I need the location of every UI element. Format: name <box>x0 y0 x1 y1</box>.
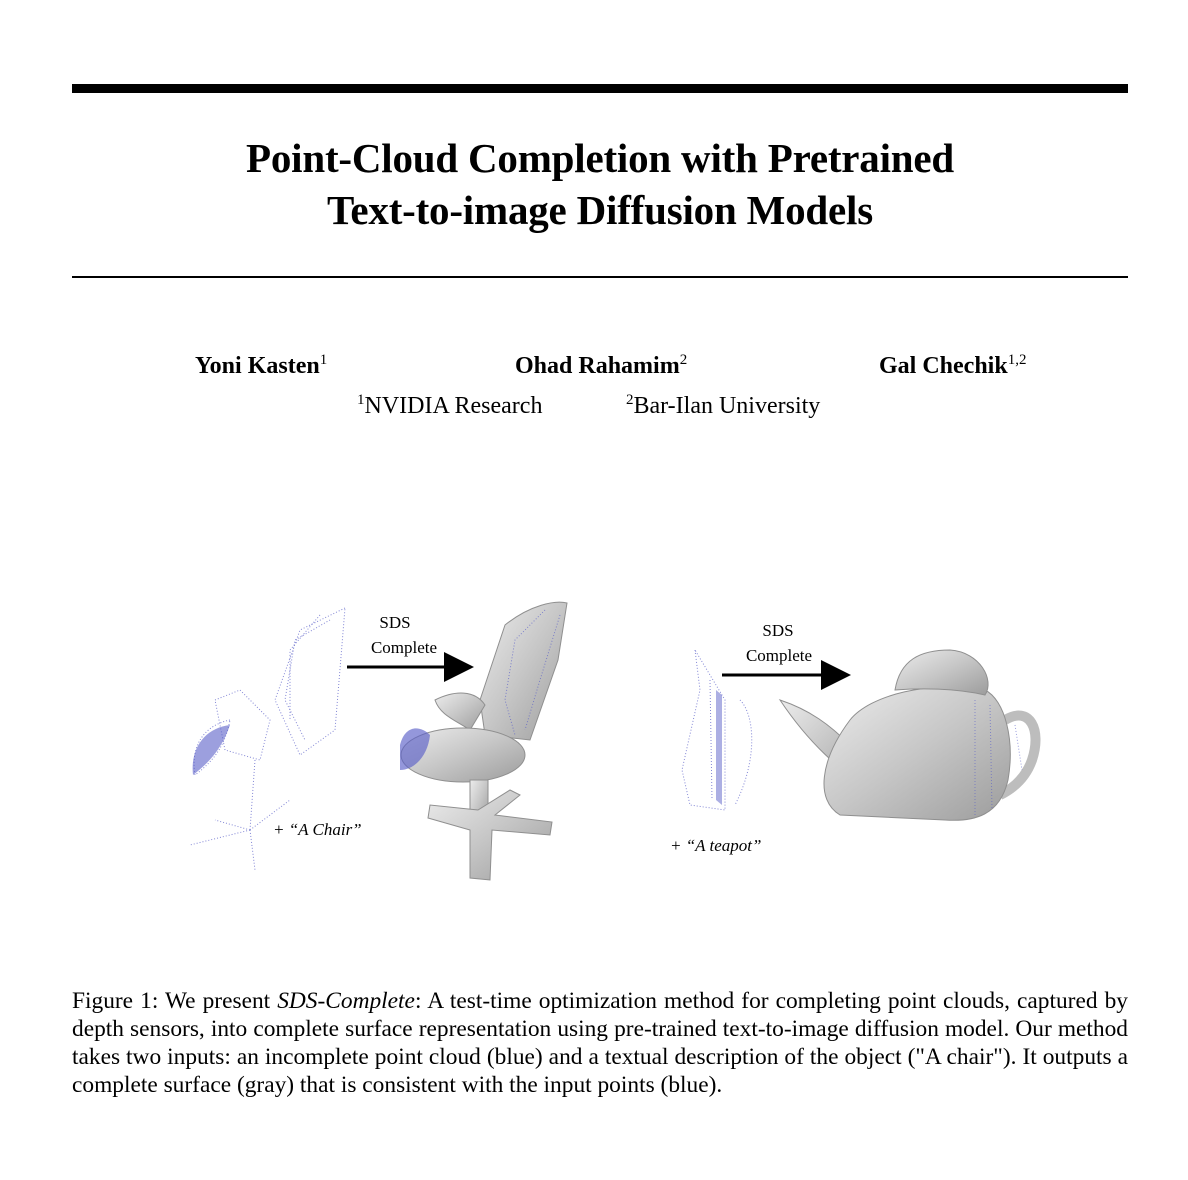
teapot-input-edge <box>716 690 722 805</box>
caption-text: : A test-time optimization method for completing point clouds, captured by depth sensors, into complete surface representation using pre-trained text-to-image diffusion model. Our method takes two inputs: an incomplete point cloud (blue) and a textual description of the object ("A chair"). It outputs a complete surface (gray) that is consistent with the input points (blue). <box>72 988 1128 1098</box>
author-2: Ohad Rahamim$^2$ <box>515 352 688 379</box>
right-arrow-label-1: SDS <box>762 621 794 640</box>
author-1: Yoni Kasten$^1$ <box>195 352 328 379</box>
left-arrow-label-1: SDS <box>379 613 411 632</box>
figure-caption <box>72 987 1128 1099</box>
right-arrow-label-2: Complete <box>745 646 813 665</box>
chair-prompt: + “A Chair” <box>273 820 362 839</box>
caption-label: Figure 1: We present <box>72 988 278 1014</box>
chair-input-seat-edge <box>193 725 230 775</box>
author-3: Gal Chechik$^{1,2}$ <box>879 352 1027 379</box>
teapot-prompt: + “A teapot” <box>670 836 762 855</box>
title-line-1: Point-Cloud Completion with Pretrained <box>246 135 954 181</box>
title-line-2: Text-to-image Diffusion Models <box>327 187 873 233</box>
caption-method: SDS-Complete <box>277 988 415 1014</box>
left-arrow-label-2: Complete <box>370 638 438 657</box>
affiliation-2: $^2$Bar-Ilan University <box>626 392 821 419</box>
affiliation-1: $^1$NVIDIA Research <box>357 392 543 419</box>
